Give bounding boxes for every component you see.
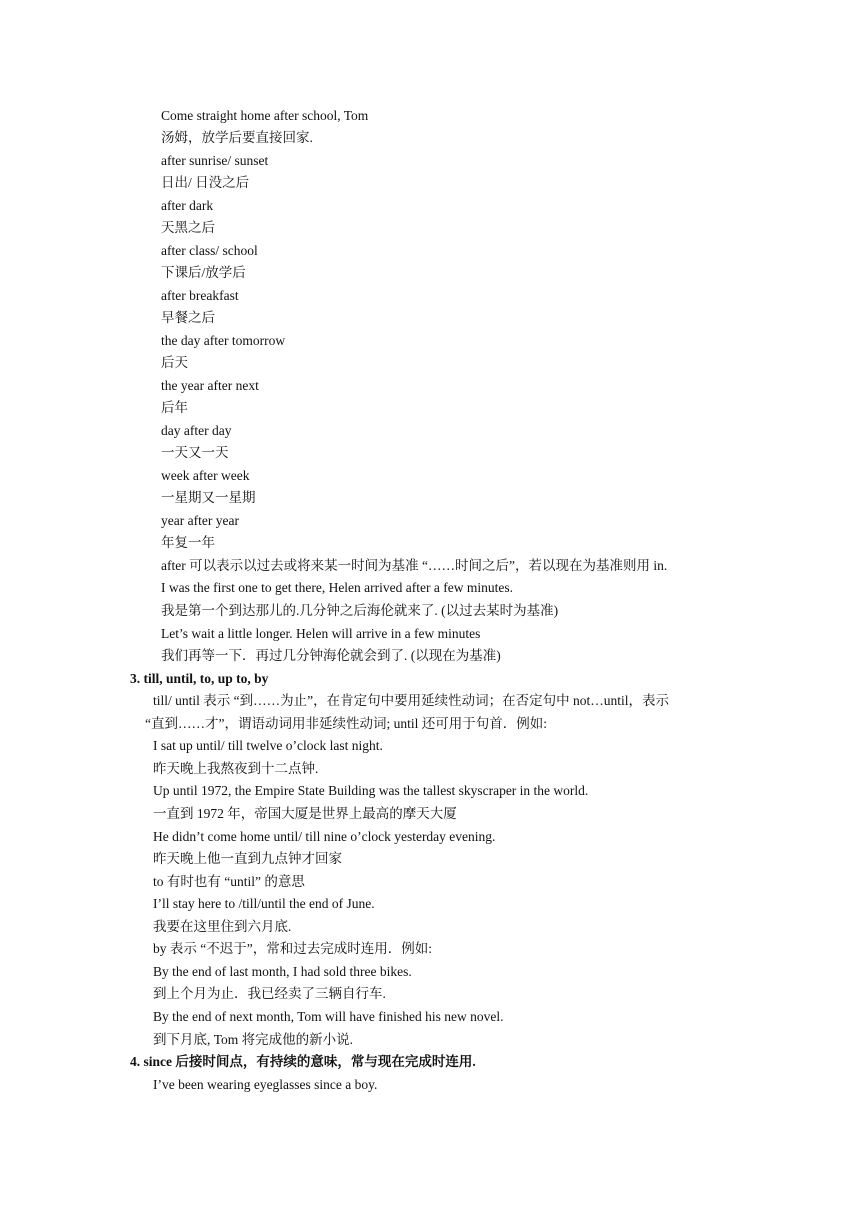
translation-line: 天黑之后 <box>161 220 215 235</box>
example-sentence: Come straight home after school, Tom <box>161 108 369 123</box>
translation-line: 我是第一个到达那儿的.几分钟之后海伦就来了. (以过去某时为基准) <box>161 603 559 618</box>
translation-line: 一天又一天 <box>161 445 229 460</box>
translation-line: 早餐之后 <box>161 310 215 325</box>
example-phrase: after breakfast <box>161 288 239 303</box>
example-phrase: day after day <box>161 423 232 438</box>
example-sentence: I’ll stay here to /till/until the end of June. <box>153 896 375 911</box>
section-heading: 3. till, until, to, up to, by <box>130 671 269 686</box>
explanation-line: after 可以表示以过去或将来某一时间为基准 “……时间之后”，若以现在为基准则用 in. <box>161 558 668 573</box>
explanation-line: till/ until 表示 “到……为止”，在肯定句中要用延续性动词；在否定句中 not…until，表示 <box>153 693 669 708</box>
translation-line: 到上个月为止．我已经卖了三辆自行车. <box>153 986 386 1001</box>
example-sentence: I sat up until/ till twelve o’clock last night. <box>153 738 383 753</box>
example-sentence: I was the first one to get there, Helen arrived after a few minutes. <box>161 580 513 595</box>
translation-line: 一直到 1972 年，帝国大厦是世界上最高的摩天大厦 <box>153 806 457 821</box>
translation-line: 下课后/放学后 <box>161 265 246 280</box>
example-sentence: Up until 1972, the Empire State Building was the tallest skyscraper in the world. <box>153 783 589 798</box>
section-heading: 4. since 后接时间点，有持续的意味，常与现在完成时连用. <box>130 1054 476 1069</box>
translation-line: 一星期又一星期 <box>161 490 256 505</box>
translation-line: 后年 <box>161 400 188 415</box>
example-sentence: I’ve been wearing eyeglasses since a boy. <box>153 1077 378 1092</box>
example-phrase: week after week <box>161 468 250 483</box>
translation-line: 日出/ 日没之后 <box>161 175 250 190</box>
example-phrase: the year after next <box>161 378 259 393</box>
example-sentence: By the end of last month, I had sold three bikes. <box>153 964 412 979</box>
translation-line: 到下月底, Tom 将完成他的新小说. <box>153 1032 354 1047</box>
example-sentence: By the end of next month, Tom will have finished his new novel. <box>153 1009 504 1024</box>
example-phrase: after sunrise/ sunset <box>161 153 269 168</box>
translation-line: 我要在这里住到六月底. <box>153 919 292 934</box>
explanation-line: to 有时也有 “until” 的意思 <box>153 874 305 889</box>
example-sentence: He didn’t come home until/ till nine o’clock yesterday evening. <box>153 829 496 844</box>
example-sentence: Let’s wait a little longer. Helen will arrive in a few minutes <box>161 626 481 641</box>
translation-line: 年复一年 <box>161 535 215 550</box>
example-phrase: year after year <box>161 513 239 528</box>
example-phrase: the day after tomorrow <box>161 333 286 348</box>
explanation-line: by 表示 “不迟于”，常和过去完成时连用．例如: <box>153 941 432 956</box>
translation-line: 昨天晚上我熬夜到十二点钟. <box>153 761 319 776</box>
explanation-line: “直到……才”，谓语动词用非延续性动词; until 还可用于句首．例如: <box>145 716 547 731</box>
translation-line: 我们再等一下．再过几分钟海伦就会到了. (以现在为基准) <box>161 648 501 663</box>
translation-line: 汤姆，放学后要直接回家. <box>161 130 313 145</box>
translation-line: 昨天晚上他一直到九点钟才回家 <box>153 851 342 866</box>
example-phrase: after class/ school <box>161 243 258 258</box>
translation-line: 后天 <box>161 355 188 370</box>
example-phrase: after dark <box>161 198 214 213</box>
